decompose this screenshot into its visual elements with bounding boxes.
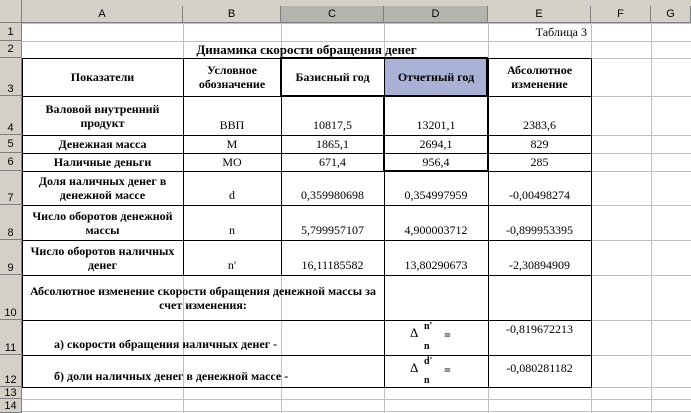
row-cash-share-change[interactable]: -0,00498274 bbox=[509, 188, 570, 202]
column-header-b[interactable]: B bbox=[183, 6, 281, 23]
row-money-supply-symbol[interactable]: М bbox=[226, 137, 238, 151]
header-absolute-change[interactable]: Абсолютное изменение bbox=[506, 63, 573, 91]
toolbar-edge bbox=[22, 0, 691, 6]
column-header-d[interactable]: D bbox=[384, 6, 488, 23]
row-cash-turnover-symbol[interactable]: n' bbox=[227, 258, 237, 272]
delta-symbol: Δ bbox=[410, 325, 419, 340]
row-gdp-change[interactable]: 2383,6 bbox=[523, 118, 556, 132]
row-header-12[interactable]: 12 bbox=[0, 355, 22, 387]
header-report-year[interactable]: Отчетный год bbox=[384, 58, 488, 96]
row-header-7[interactable]: 7 bbox=[0, 171, 22, 205]
factor-b-formula[interactable] bbox=[384, 355, 488, 387]
column-header-g[interactable]: G bbox=[651, 6, 691, 23]
header-indicators[interactable]: Показатели bbox=[70, 70, 135, 84]
row-money-turnover-label[interactable]: Число оборотов денежной массы bbox=[32, 208, 173, 237]
row-header-11[interactable]: 11 bbox=[0, 320, 22, 355]
row-header-14[interactable]: 14 bbox=[0, 399, 22, 413]
formula-subscript: n bbox=[424, 375, 430, 386]
row-header-3[interactable]: 3 bbox=[0, 58, 22, 96]
row-money-turnover-change[interactable]: -0,899953395 bbox=[506, 223, 573, 237]
row-header-10[interactable]: 10 bbox=[0, 275, 22, 320]
formula-superscript: d' bbox=[424, 356, 433, 367]
factor-a-formula[interactable] bbox=[384, 320, 488, 355]
column-header-e[interactable]: E bbox=[488, 6, 591, 23]
row-header-5[interactable]: 5 bbox=[0, 135, 22, 153]
row-cash-turnover-report[interactable]: 13,80290673 bbox=[404, 258, 468, 272]
row-money-turnover-base[interactable]: 5,799957107 bbox=[301, 223, 364, 237]
row-gdp-base[interactable]: 10817,5 bbox=[313, 118, 352, 132]
header-base-year[interactable]: Базисный год bbox=[295, 70, 370, 84]
row-cash-share-symbol[interactable]: d bbox=[229, 188, 235, 202]
row-header-9[interactable]: 9 bbox=[0, 240, 22, 275]
row-header-2[interactable]: 2 bbox=[0, 41, 22, 58]
factor-b-label[interactable]: б) доли наличных денег в денежной массе - bbox=[54, 369, 289, 383]
row-header-13[interactable]: 13 bbox=[0, 387, 22, 399]
row-cash-turnover-base[interactable]: 16,11185582 bbox=[301, 258, 364, 272]
formula-equals: = bbox=[444, 363, 451, 377]
header-designation[interactable]: Условное обозначение bbox=[198, 63, 266, 91]
row-header-8[interactable]: 8 bbox=[0, 205, 22, 240]
section-title[interactable]: Абсолютное изменение скорости обращения денежной массы за счет изменения: bbox=[29, 283, 376, 312]
factor-b-value[interactable]: -0,080281182 bbox=[506, 361, 573, 375]
row-cash-turnover-label[interactable]: Число оборотов наличных денег bbox=[30, 243, 175, 272]
column-header-c[interactable]: C bbox=[281, 6, 384, 23]
row-cash-share-base[interactable]: 0,359980698 bbox=[301, 188, 364, 202]
delta-symbol: Δ bbox=[410, 360, 419, 375]
row-cash-change[interactable]: 285 bbox=[530, 155, 549, 169]
row-header-6[interactable]: 6 bbox=[0, 153, 22, 171]
row-cash-turnover-change[interactable]: -2,30894909 bbox=[509, 258, 570, 272]
column-header-f[interactable]: F bbox=[591, 6, 651, 23]
formula-equals: = bbox=[444, 328, 451, 342]
row-cash-base[interactable]: 671,4 bbox=[319, 155, 346, 169]
factor-a-label[interactable]: а) скорости обращения наличных денег - bbox=[54, 337, 278, 351]
row-gdp-label[interactable]: Валовой внутренний продукт bbox=[45, 101, 160, 130]
row-money-supply-label[interactable]: Денежная масса bbox=[58, 137, 147, 151]
row-money-supply-report[interactable]: 2694,1 bbox=[419, 137, 453, 151]
formula-subscript: n bbox=[424, 341, 430, 352]
row-gdp-symbol[interactable]: ВВП bbox=[219, 118, 245, 132]
row-cash-report[interactable]: 956,4 bbox=[422, 155, 450, 169]
row-header-4[interactable]: 4 bbox=[0, 96, 22, 135]
table-title[interactable]: Динамика скорости обращения денег bbox=[196, 41, 417, 57]
row-money-supply-change[interactable]: 829 bbox=[530, 137, 549, 151]
row-gdp-report[interactable]: 13201,1 bbox=[416, 118, 456, 132]
row-cash-share-label[interactable]: Доля наличных денег в денежной массе bbox=[38, 174, 167, 202]
row-header-1[interactable]: 1 bbox=[0, 23, 22, 41]
factor-a-value[interactable]: -0,819672213 bbox=[506, 322, 573, 336]
row-money-turnover-symbol[interactable]: n bbox=[229, 223, 235, 237]
formula-superscript: n' bbox=[424, 321, 433, 332]
row-money-turnover-report[interactable]: 4,900003712 bbox=[404, 223, 468, 237]
row-cash-share-report[interactable]: 0,354997959 bbox=[404, 188, 468, 202]
table-reference[interactable]: Таблица 3 bbox=[535, 25, 587, 39]
column-header-a[interactable]: A bbox=[22, 6, 183, 23]
row-money-supply-base[interactable]: 1865,1 bbox=[316, 137, 349, 151]
row-cash-symbol[interactable]: МО bbox=[222, 155, 242, 169]
select-all-corner[interactable] bbox=[0, 0, 22, 23]
row-cash-label[interactable]: Наличные деньги bbox=[53, 155, 152, 169]
